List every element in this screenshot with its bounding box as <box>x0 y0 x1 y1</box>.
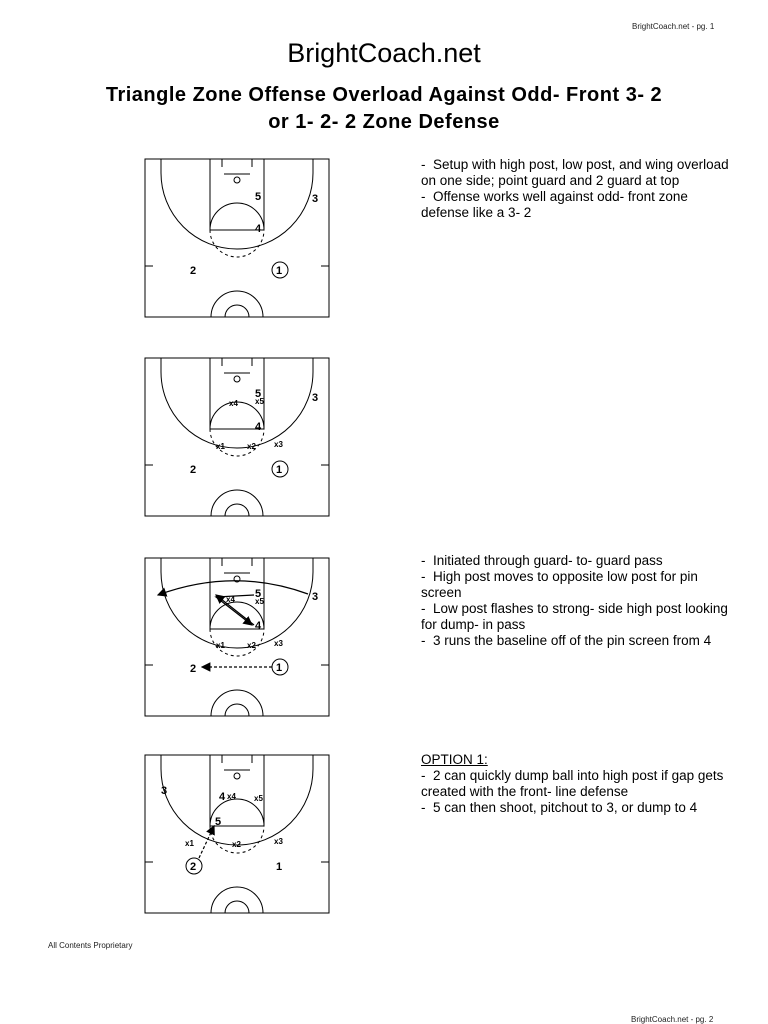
half-court-markings <box>145 159 329 317</box>
note-line: - Initiated through guard- to- guard pass <box>421 553 663 568</box>
player-label: x5 <box>255 397 264 406</box>
notes-block-option-1 <box>421 752 736 816</box>
site-title: BrightCoach.net <box>287 38 481 68</box>
players-layer <box>161 785 283 874</box>
notes-block-setup <box>421 157 736 221</box>
note-line: - 3 runs the baseline off of the pin screen from 4 <box>421 633 712 648</box>
player-label: 1 <box>276 662 283 674</box>
half-court-markings <box>145 558 329 716</box>
player-label: x1 <box>185 839 194 848</box>
player-label: x3 <box>274 837 283 846</box>
player-label: x1 <box>216 442 225 451</box>
court-diagram-3 <box>144 557 330 717</box>
court-diagram-2 <box>144 357 330 517</box>
note-line: - 2 can quickly dump ball into high post if gap gets created with the front- line defense <box>421 768 728 799</box>
page-2-header-label: BrightCoach.net - pg. 2 <box>631 1015 714 1024</box>
players-layer <box>190 588 318 675</box>
notes-block-initiation <box>421 553 736 649</box>
player-label: 4 <box>219 791 226 803</box>
note-line: - High post moves to opposite low post for pin screen <box>421 569 702 600</box>
player-label: 3 <box>312 591 319 603</box>
document-title <box>40 82 728 136</box>
player-label: x4 <box>229 399 238 408</box>
player-label: x5 <box>254 794 263 803</box>
player-label: 3 <box>312 392 319 404</box>
players-layer <box>190 191 318 278</box>
player-label: x2 <box>247 641 256 650</box>
player-label: 5 <box>215 816 222 828</box>
players-layer <box>190 388 318 477</box>
player-label: 4 <box>255 620 262 632</box>
note-line: - 5 can then shoot, pitchout to 3, or dump to 4 <box>421 800 698 815</box>
half-court-markings <box>145 358 329 516</box>
player-label: x2 <box>232 840 241 849</box>
player-label: 2 <box>190 464 197 476</box>
note-line: - Low post flashes to strong- side high post looking for dump- in pass <box>421 601 732 632</box>
play-movement-lines <box>199 826 214 858</box>
player-label: x2 <box>247 442 256 451</box>
player-label: 4 <box>255 223 262 235</box>
player-label: x3 <box>274 639 283 648</box>
player-label: 3 <box>312 193 319 205</box>
player-label: 5 <box>255 388 262 400</box>
player-label: 2 <box>190 861 197 873</box>
proprietary-notice: All Contents Proprietary <box>48 941 133 950</box>
player-label: 1 <box>276 265 283 277</box>
option-heading: OPTION 1: <box>421 752 488 767</box>
document-title-line-1: Triangle Zone Offense Overload Against Odd- Front 3- 2 <box>105 84 663 106</box>
player-label: 1 <box>276 861 283 873</box>
page-header-label: BrightCoach.net - pg. 1 <box>632 22 715 31</box>
document-title-line-2: or 1- 2- 2 Zone Defense <box>268 111 500 133</box>
player-label: 4 <box>255 421 262 433</box>
player-label: 2 <box>190 265 197 277</box>
player-label: 5 <box>255 588 262 600</box>
player-label: 2 <box>190 663 197 675</box>
note-line: - Offense works well against odd- front zone defense like a 3- 2 <box>421 189 692 220</box>
note-line: - Setup with high post, low post, and wing overload on one side; point guard and 2 guard at top <box>421 157 733 188</box>
player-label: 3 <box>161 785 168 797</box>
player-label: x4 <box>226 595 235 604</box>
player-label: x5 <box>255 597 264 606</box>
player-label: 5 <box>255 191 262 203</box>
player-label: x1 <box>216 641 225 650</box>
court-diagram-4 <box>144 754 330 914</box>
player-label: 1 <box>276 464 283 476</box>
play-movement-lines <box>158 581 308 667</box>
court-diagram-1 <box>144 158 330 318</box>
player-label: x4 <box>227 792 236 801</box>
half-court-markings <box>145 755 329 913</box>
player-label: x3 <box>274 440 283 449</box>
